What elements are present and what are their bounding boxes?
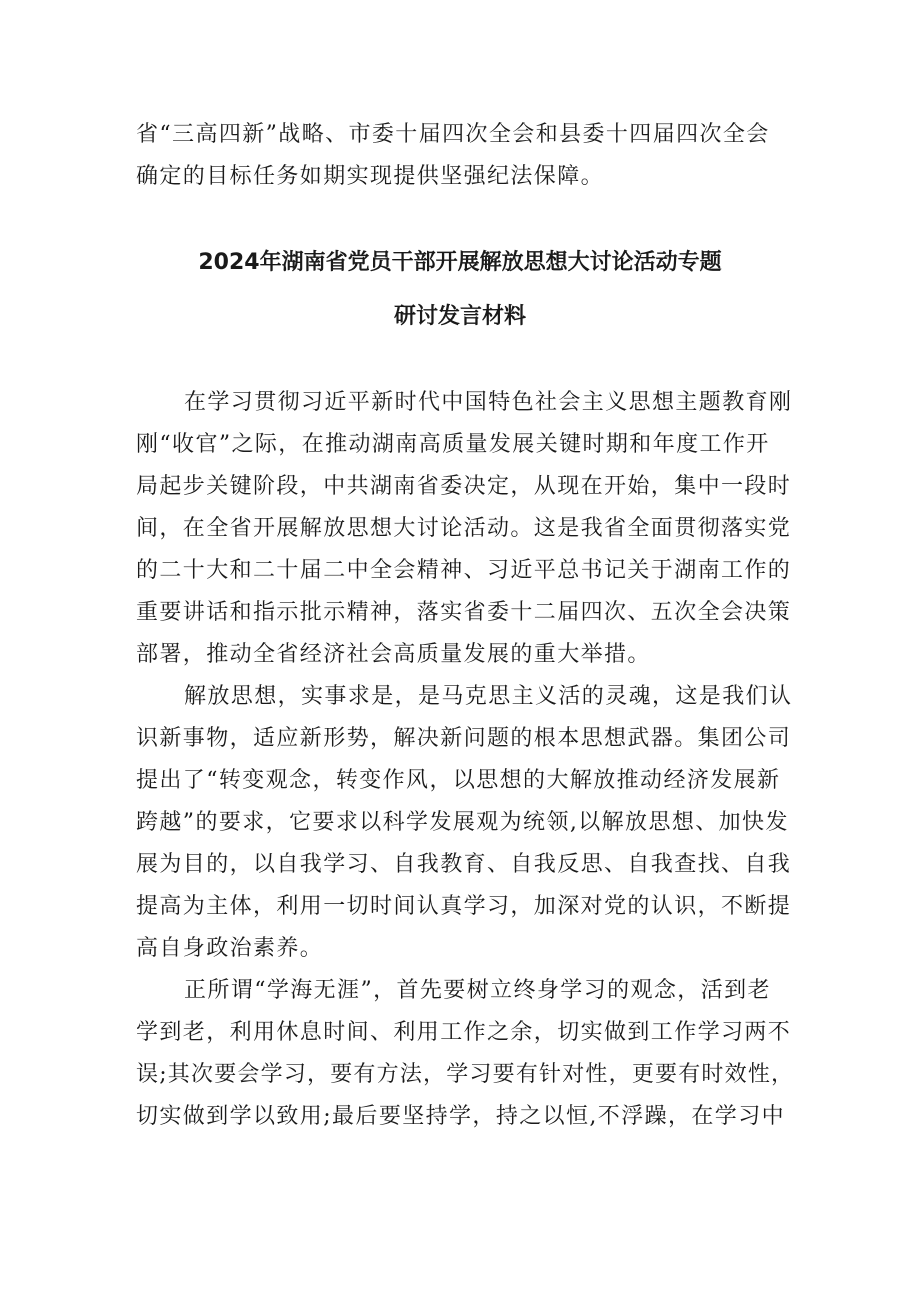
text-line: 的二十大和二十届二中全会精神、习近平总书记关于湖南工作的 (136, 558, 792, 583)
text-line: 切实做到学以致用;最后要坚持学，持之以恒,不浮躁，在学习中 (136, 1104, 786, 1129)
text-line: 重要讲话和指示批示精神，落实省委十二届四次、五次全会决策 (136, 600, 792, 625)
text-line: 高自身政治素养。 (136, 936, 324, 961)
text-line: 间，在全省开展解放思想大讨论活动。这是我省全面贯彻落实党 (136, 516, 792, 541)
text-line: 提出了“转变观念，转变作风，以思想的大解放推动经济发展新 (136, 768, 781, 793)
document-body (136, 382, 796, 1138)
text-line: 跨越”的要求，它要求以科学发展观为统领,以解放思想、加快发 (136, 810, 789, 835)
paragraph-2 (136, 676, 796, 970)
text-line: 刚“收官”之际，在推动湖南高质量发展关键时期和年度工作开 (136, 432, 770, 457)
text-line: 学到老，利用休息时间、利用工作之余，切实做到工作学习两不 (136, 1020, 792, 1045)
text-line: 正所谓“学海无涯”，首先要树立终身学习的观念，活到老 (184, 978, 771, 1003)
text-line: 省“三高四新”战略、市委十届四次全会和县委十四届四次全会 (136, 122, 770, 147)
text-line: 误;其次要会学习，要有方法，学习要有针对性，更要有时效性， (136, 1062, 795, 1087)
paragraph-3 (136, 970, 796, 1138)
title-line-2: 研讨发言材料 (393, 304, 526, 329)
title-line-1: 2024年湖南省党员干部开展解放思想大讨论活动专题 (198, 250, 722, 275)
lead-paragraph (136, 114, 796, 198)
paragraph-1 (136, 382, 796, 676)
text-line: 确定的目标任务如期实现提供坚强纪法保障。 (136, 164, 605, 189)
text-line: 展为目的，以自我学习、自我教育、自我反思、自我查找、自我 (136, 852, 792, 877)
text-line: 识新事物，适应新形势，解决新问题的根本思想武器。集团公司 (136, 726, 792, 751)
text-line: 解放思想，实事求是，是马克思主义活的灵魂，这是我们认 (184, 684, 793, 709)
text-line: 在学习贯彻习近平新时代中国特色社会主义思想主题教育刚 (184, 390, 793, 415)
document-title (0, 236, 920, 344)
text-line: 局起步关键阶段，中共湖南省委决定，从现在开始，集中一段时 (136, 474, 792, 499)
text-line: 提高为主体，利用一切时间认真学习，加深对党的认识，不断提 (136, 894, 792, 919)
text-line: 部署，推动全省经济社会高质量发展的重大举措。 (136, 642, 651, 667)
